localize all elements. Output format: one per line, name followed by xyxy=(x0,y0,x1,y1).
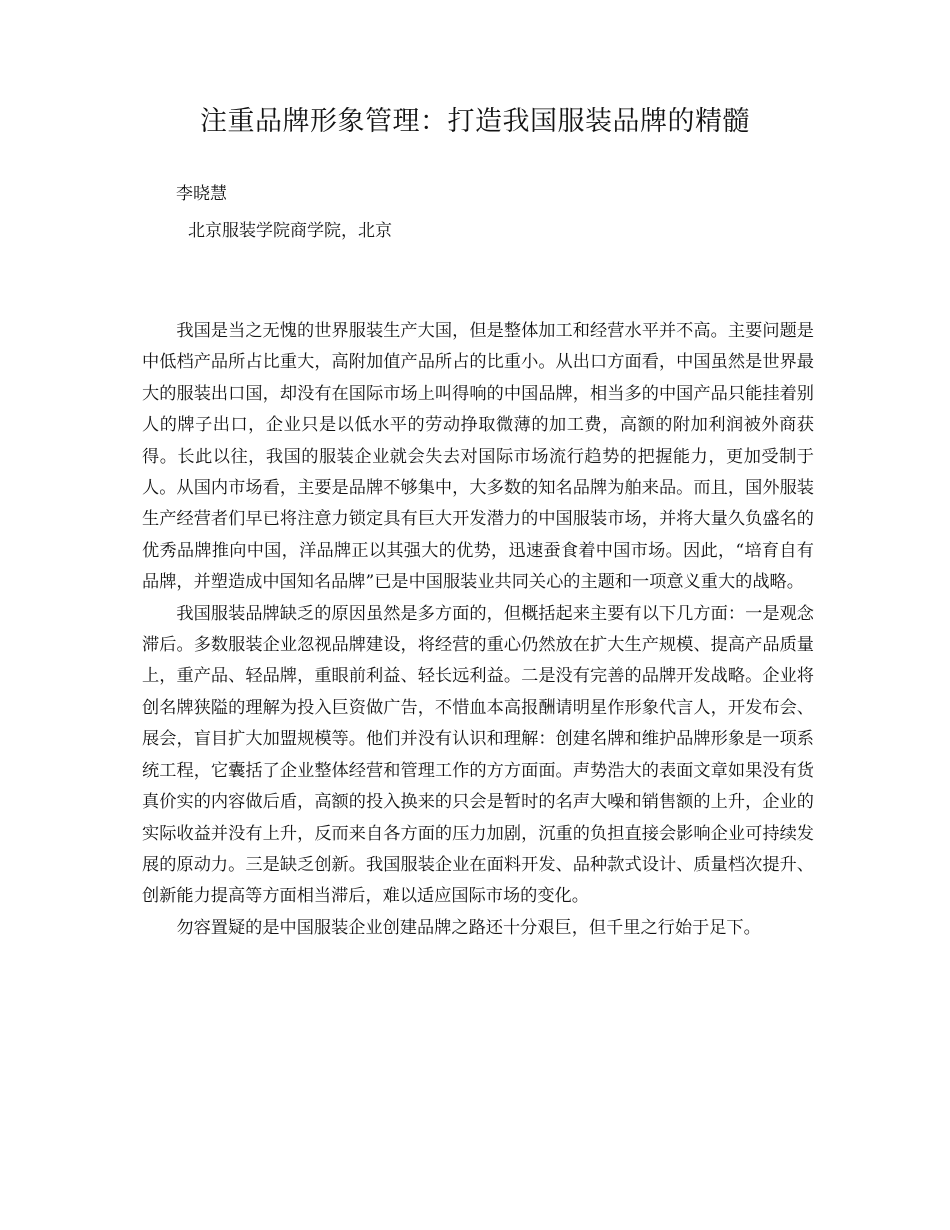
article-title: 注重品牌形象管理：打造我国服装品牌的精髓 xyxy=(200,106,750,137)
body-paragraph: 勿容置疑的是中国服装企业创建品牌之路还十分艰巨，但千里之行始于足下。 xyxy=(176,917,761,938)
article-body xyxy=(142,316,814,944)
body-paragraph: 我国是当之无愧的世界服装生产大国，但是整体加工和经营水平并不高。主要问题是中低档产品所占比重大，高附加值产品所占的比重小。从出口方面看，中国虽然是世界最大的服装出口国，却没有在国际市场上叫得响的中国品牌，相当多的中国产品只能挂着别人的牌子出口，企业只是以低水平的劳动挣取微薄的加工费，高额的附加利润被外商获得。长此以往，我国的服装企业就会失去对国际市场流行趋势的把握能力，更加受制于人。从国内市场看，主要是品牌不够集中，大多数的知名品牌为舶来品。而且，国外服装生产经营者们早已将注意力锁定具有巨大开发潜力的中国服装市场，并将大量久负盛名的优秀品牌推向中国，洋品牌正以其强大的优势，迅速蚕食着中国市场。因此，“培育自有品牌，并塑造成中国知名品牌”已是中国服装业共同关心的主题和一项意义重大的战略。 xyxy=(142,321,814,593)
author-affiliation: 北京服装学院商学院，北京 xyxy=(188,221,392,241)
author-name: 李晓慧 xyxy=(176,184,227,204)
body-paragraph: 我国服装品牌缺乏的原因虽然是多方面的，但概括起来主要有以下几方面：一是观念滞后。多数服装企业忽视品牌建设，将经营的重心仍然放在扩大生产规模、提高产品质量上，重产品、轻品牌，重眼前利益、轻长远利益。二是没有完善的品牌开发战略。企业将创名牌狭隘的理解为投入巨资做广告，不惜血本高报酬请明星作形象代言人，开发布会、展会，盲目扩大加盟规模等。他们并没有认识和理解：创建名牌和维护品牌形象是一项系统工程，它囊括了企业整体经营和管理工作的方方面面。声势浩大的表面文章如果没有货真价实的内容做后盾，高额的投入换来的只会是暂时的名声大噪和销售额的上升，企业的实际收益并没有上升，反而来自各方面的压力加剧，沉重的负担直接会影响企业可持续发展的原动力。三是缺乏创新。我国服装企业在面料开发、品种款式设计、质量档次提升、创新能力提高等方面相当滞后，难以适应国际市场的变化。 xyxy=(142,603,814,907)
